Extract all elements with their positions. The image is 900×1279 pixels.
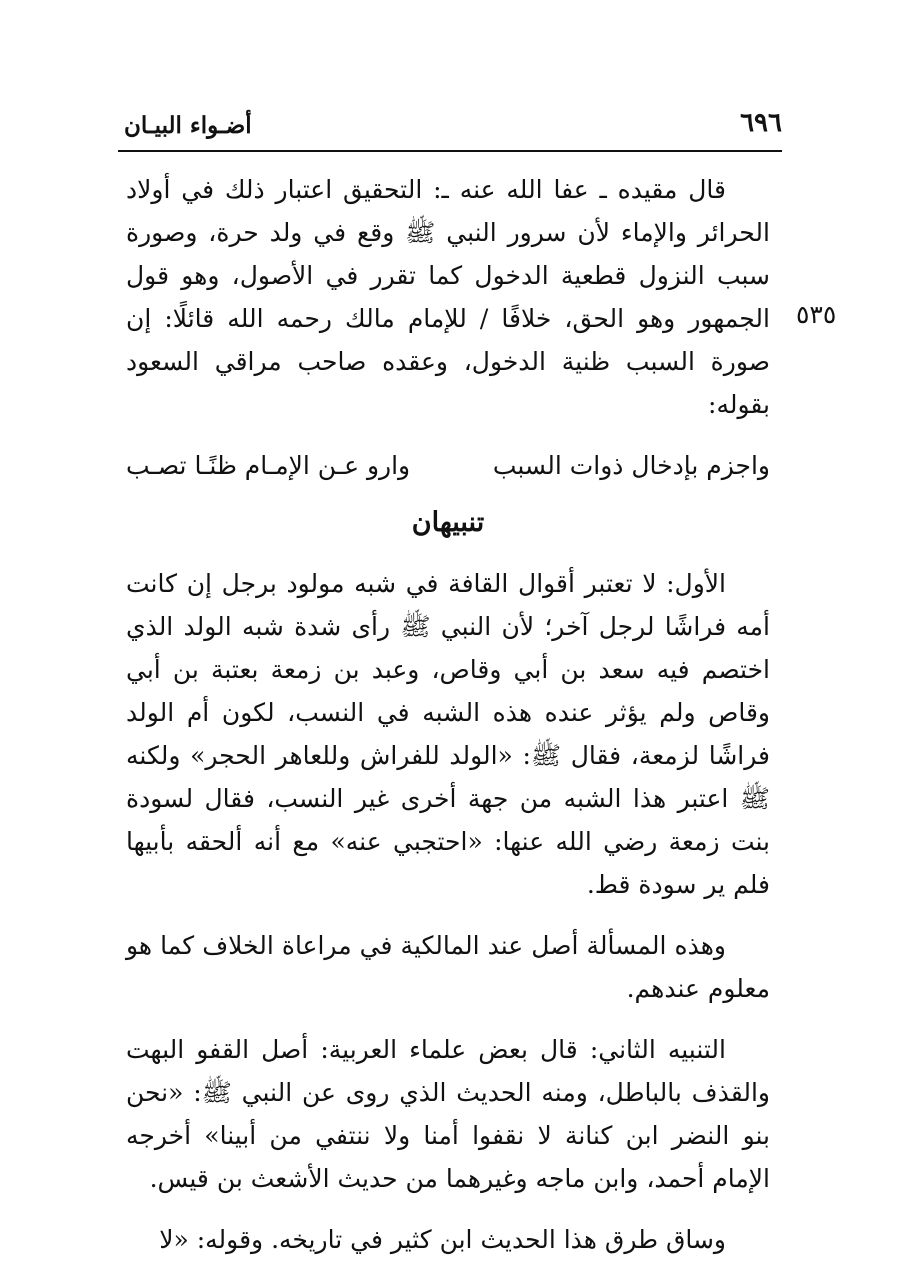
book-title: أضـواء البيـان <box>124 112 252 139</box>
paragraph-3: وهذه المسألة أصل عند المالكية في مراعاة الخلاف كما هو معلوم عندهم. <box>126 931 770 1003</box>
page-header <box>118 102 782 142</box>
paragraph-2: الأول: لا تعتبر أقوال القافة في شبه مولود برجل إن كانت أمه فراشًا لرجل آخر؛ لأن النبي ﷺ رأى شدة شبه الولد الذي اختصم فيه سعد بن أبي وقاص، وعبد بن زمعة بعتبة بن أبي وقاص ولم يؤثر عنده هذه الشبه في النسب، لكون أم الولد فراشًا لزمعة، فقال ﷺ: «الولد للفراش وللعاهر الحجر» ولكنه ﷺ اعتبر هذا الشبه من جهة أخرى غير النسب، فقال لسودة بنت زمعة رضي الله عنها: «احتجبي عنه» مع أنه ألحقه بأبيها فلم ير سودة قط. <box>126 569 770 899</box>
page-number: ٦٩٦ <box>740 108 782 138</box>
paragraph-4: التنبيه الثاني: قال بعض علماء العربية: أصل القفو البهت والقذف بالباطل، ومنه الحديث الذي روى عن النبي ﷺ: «نحن بنو النضر ابن كنانة لا نقفوا أمنا ولا ننتفي من أبينا» أخرجه الإمام أحمد، وابن ماجه وغيرهما من حديث الأشعث بن قيس. <box>126 1035 770 1193</box>
paragraph-5: وساق طرق هذا الحديث ابن كثير في تاريخه. وقوله: «لا <box>159 1225 726 1254</box>
margin-page-reference: ٥٣٥ <box>796 300 837 329</box>
verse-second-hemistich: وارو عـن الإمـام ظنًـا تصـب <box>126 451 411 480</box>
page-body <box>126 168 770 1279</box>
section-heading: تنبيهان <box>411 507 485 538</box>
poem-verse <box>126 444 770 487</box>
header-divider <box>118 150 782 152</box>
paragraph-1: قال مقيده ـ عفا الله عنه ـ: التحقيق اعتبار ذلك في أولاد الحرائر والإماء لأن سرور النبي ﷺ وقع في ولد حرة، وصورة سبب النزول قطعية الدخول كما تقرر في الأصول، وهو قول الجمهور وهو الحق، خلافًا / للإمام مالك رحمه الله قائلًا: إن صورة السبب ظنية الدخول، وعقده صاحب مراقي السعود بقوله: <box>126 175 770 419</box>
verse-first-hemistich: واجزم بإدخال ذوات السبب <box>492 451 770 480</box>
